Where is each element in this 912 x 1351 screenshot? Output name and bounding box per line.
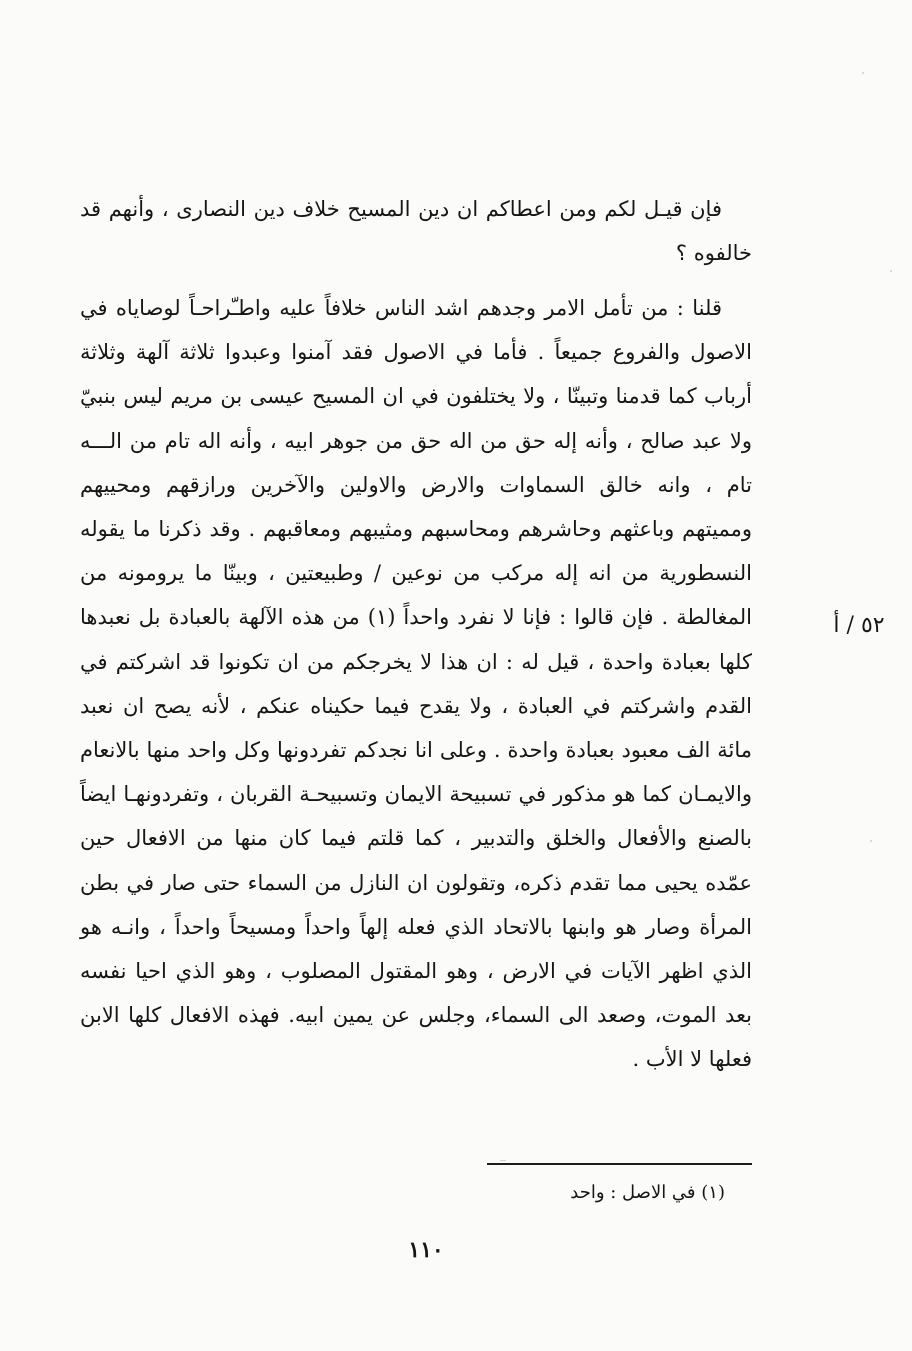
manuscript-folio-note: ٥٢ / أ — [833, 613, 885, 638]
main-text-body — [80, 286, 752, 1082]
paper-speck — [890, 270, 892, 272]
footnote: (١) في الاصل : واحد — [570, 1182, 725, 1203]
footnote-divider — [487, 1163, 752, 1165]
paper-speck — [862, 72, 864, 74]
main-text-top — [80, 187, 752, 275]
paper-speck — [500, 1160, 506, 1161]
paper-speck — [870, 840, 872, 842]
paragraph-question: فإن قيـل لكم ومن اعطاكم ان دين المسيح خلاف دين النصارى ، وأنهم قد خالفوه ؟ — [80, 197, 752, 266]
page-number: ١١٠ — [408, 1237, 444, 1263]
paragraph-answer: قلنا : من تأمل الامر وجدهم اشد الناس خلافاً عليه واطـّراحـاً لوصاياه في الاصول والفروع جميعاً . فأما في الاصول فقد آمنوا وعبدوا ثلاثة آلهة وثلاثة أرباب كما قدمنا وتبينّا ، ولا يختلفون في ان المسيح عيسى بن مريم ليس بنبيّ ولا عبد صالح ، وأنه إله حق من اله حق من جوهر ابيه ، وأنه اله تام من الـــه تام ، وانه خالق السماوات والارض والاولين والآخرين ورازقهم ومحييهم ومميتهم وباعثهم وحاشرهم ومحاسبهم ومثيبهم ومعاقبهم . وقد ذكرنا ما يقوله النسطورية من انه إله مركب من نوعين / وطبيعتين ، وبينّا ما يرومونه من المغالطة . فإن قالوا : فإنا لا نفرد واحداً (١) من هذه الآلهة بالعبادة بل نعبدها كلها بعبادة واحدة ، قيل له : ان هذا لا يخرجكم من ان تكونوا قد اشركتم في القدم واشركتم في العبادة ، ولا يقدح فيما حكيناه عنكم ، لأنه يصح ان نعبد مائة الف معبود بعبادة واحدة . وعلى انا نجدكم تفردونها وكل واحد منها بالانعام والايمـان كما هو مذكور في تسبيحة الايمان وتسبيحـة القربان ، وتفردونهـا ايضاً بالصنع والأفعال والخلق والتدبير ، كما قلتم فيما كان منها من الافعال حين عمّده يحيى مما تقدم ذكره، وتقولون ان النازل من السماء حتى صار في بطن المرأة وصار هو وابنها بالاتحاد الذي فعله إلهاً واحداً ومسيحاً واحداً ، وانـه هو الذي اظهر الآيات في الارض ، وهو المقتول المصلوب ، وهو الذي احيا نفسه بعد الموت، وصعد الى السماء، وجلس عن يمين ابيه. فهذه الافعال كلها الابن فعلها لا الأب . — [80, 296, 752, 1072]
